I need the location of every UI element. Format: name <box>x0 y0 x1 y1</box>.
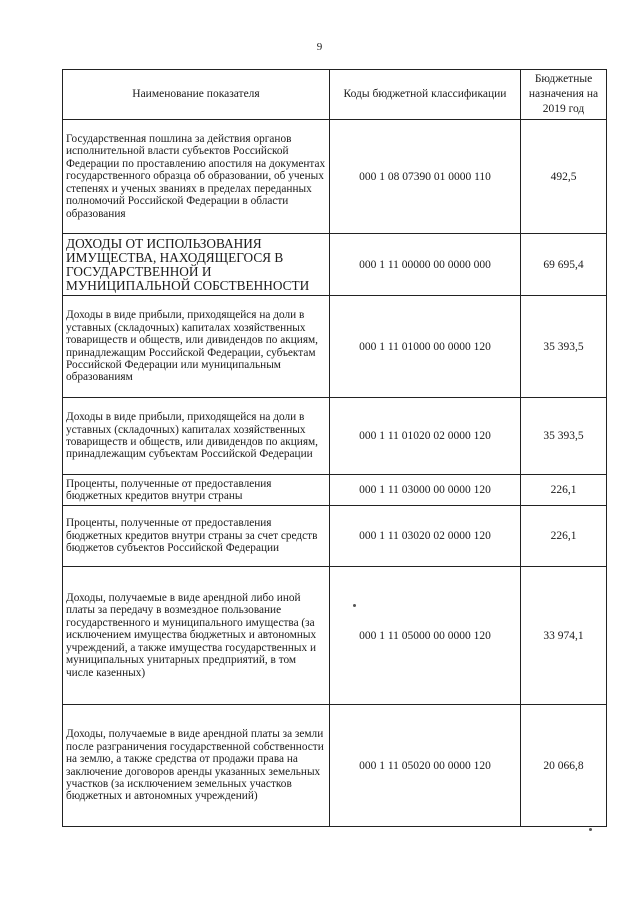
row-name: Доходы в виде прибыли, приходящейся на доли в уставных (складочных) капиталах хозяйственных товариществ и обществ, или дивидендов по акциям, принадлежащим Российской Федерации, субъектам Российской Федерации или муниципальным образованиям <box>63 296 330 398</box>
row-amount: 33 974,1 <box>521 567 607 705</box>
table-row <box>63 567 607 705</box>
row-code: 000 1 11 01020 02 0000 120 <box>330 398 521 475</box>
table-row <box>63 705 607 827</box>
row-name: Доходы в виде прибыли, приходящейся на доли в уставных (складочных) капиталах хозяйственных товариществ и обществ, или дивидендов по акциям, принадлежащим субъектам Российской Федерации <box>63 398 330 475</box>
row-code: 000 1 08 07390 01 0000 110 <box>330 120 521 234</box>
header-name: Наименование показателя <box>63 70 330 120</box>
row-name: Проценты, полученные от предоставления бюджетных кредитов внутри страны <box>63 475 330 506</box>
row-amount: 35 393,5 <box>521 398 607 475</box>
scan-speck <box>589 828 592 831</box>
budget-table <box>62 69 607 827</box>
row-amount: 226,1 <box>521 475 607 506</box>
row-name: ДОХОДЫ ОТ ИСПОЛЬЗОВАНИЯ ИМУЩЕСТВА, НАХОДЯЩЕГОСЯ В ГОСУДАРСТВЕННОЙ И МУНИЦИПАЛЬНОЙ СОБСТВЕННОСТИ <box>63 234 330 296</box>
row-code: 000 1 11 03000 00 0000 120 <box>330 475 521 506</box>
row-code: 000 1 11 03020 02 0000 120 <box>330 506 521 567</box>
header-codes: Коды бюджетной классификации <box>330 70 521 120</box>
row-code: 000 1 11 05020 00 0000 120 <box>330 705 521 827</box>
table-row <box>63 234 607 296</box>
row-amount: 69 695,4 <box>521 234 607 296</box>
header-budget: Бюджетные назначения на 2019 год <box>521 70 607 120</box>
row-name: Государственная пошлина за действия органов исполнительной власти субъектов Российской Федерации по проставлению апостиля на документах государственного образца об образовании, об ученых степенях и ученых званиях в пределах переданных полномочий Российской Федерации в области образования <box>63 120 330 234</box>
row-code: 000 1 11 05000 00 0000 120 <box>330 567 521 705</box>
table-row <box>63 398 607 475</box>
row-name: Доходы, получаемые в виде арендной либо иной платы за передачу в возмездное пользование государственного и муниципального имущества (за исключением имущества бюджетных и автономных учреждений, а также имущества государственных и муниципальных унитарных предприятий, в том числе казенных) <box>63 567 330 705</box>
table-row <box>63 506 607 567</box>
table-row <box>63 296 607 398</box>
row-amount: 35 393,5 <box>521 296 607 398</box>
table-row <box>63 475 607 506</box>
row-name: Доходы, получаемые в виде арендной платы за земли после разграничения государственной собственности на землю, а также средства от продажи права на заключение договоров аренды указанных земельных участков (за исключением земельных участков бюджетных и автономных учреждений) <box>63 705 330 827</box>
row-amount: 492,5 <box>521 120 607 234</box>
row-code: 000 1 11 01000 00 0000 120 <box>330 296 521 398</box>
page-number: 9 <box>316 41 323 53</box>
row-name: Проценты, полученные от предоставления бюджетных кредитов внутри страны за счет средств бюджетов субъектов Российской Федерации <box>63 506 330 567</box>
table-row <box>63 120 607 234</box>
row-amount: 20 066,8 <box>521 705 607 827</box>
row-code: 000 1 11 00000 00 0000 000 <box>330 234 521 296</box>
scan-speck <box>353 604 356 607</box>
row-amount: 226,1 <box>521 506 607 567</box>
table-header-row <box>63 70 607 120</box>
